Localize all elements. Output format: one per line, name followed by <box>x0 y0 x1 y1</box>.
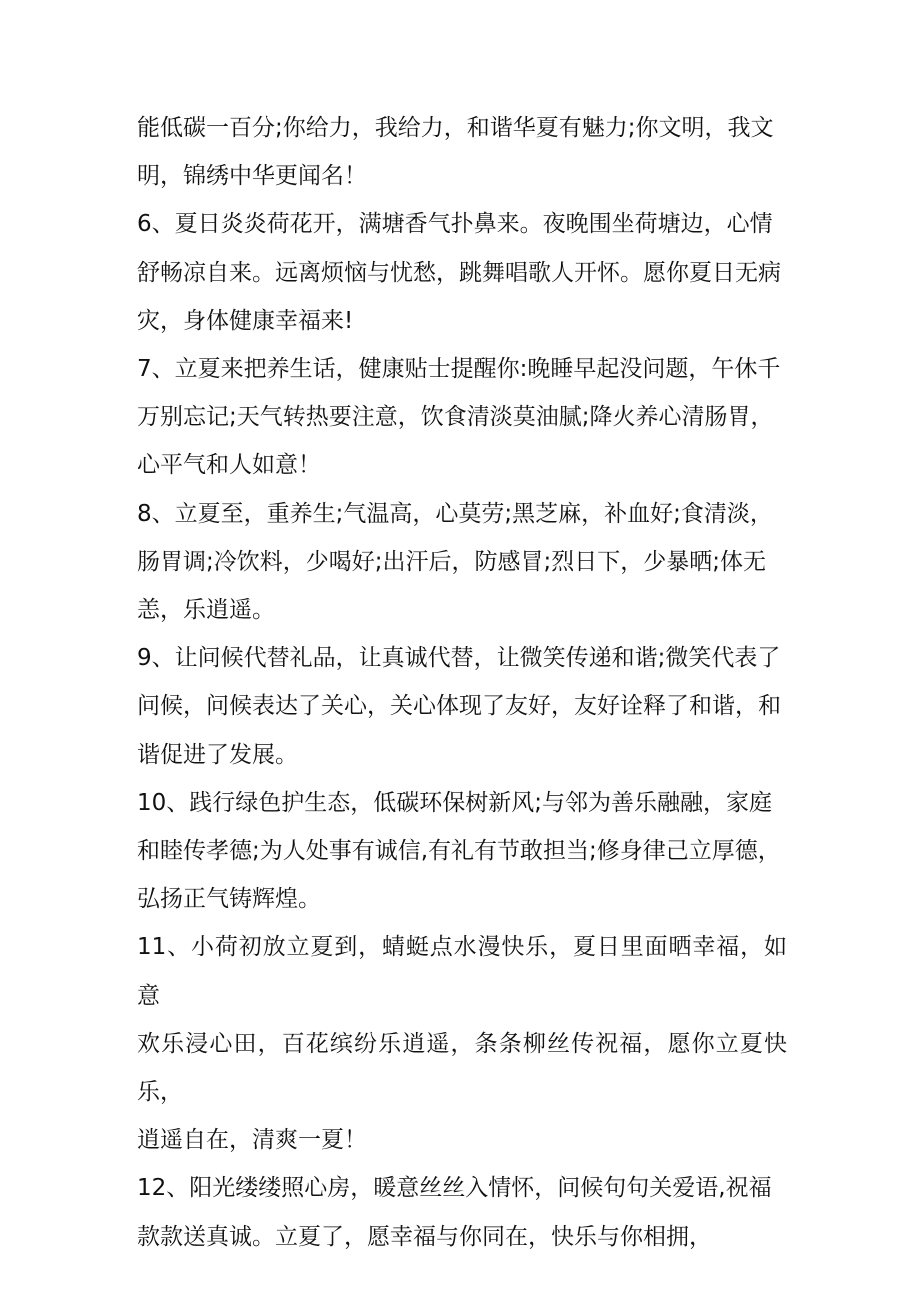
document-body <box>137 104 787 1261</box>
paragraph-item-12: 12、阳光缕缕照心房，暖意丝丝入情怀，问候句句关爱语,祝福 款款送真诚。立夏了，愿幸福与你同在，快乐与你相拥， <box>137 1175 772 1250</box>
paragraph-item-11: 11、小荷初放立夏到，蜻蜓点水漫快乐，夏日里面晒幸福，如意 欢乐浸心田，百花缤纷乐逍遥，条条柳丝传祝福，愿你立夏快乐， 逍遥自在，清爽一夏！ <box>137 934 787 1154</box>
paragraph-item-10: 10、践行绿色护生态，低碳环保树新风;与邻为善乐融融，家庭 和睦传孝德;为人处事有诚信,有礼有节敢担当;修身律己立厚德， 弘扬正气铸辉煌。 <box>137 789 781 913</box>
paragraph-item-6: 6、夏日炎炎荷花开，满塘香气扑鼻来。夜晚围坐荷塘边，心情 舒畅凉自来。远离烦恼与忧愁，跳舞唱歌人开怀。愿你夏日无病 灾，身体健康幸福来! <box>137 211 781 334</box>
paragraph-continuation: 能低碳一百分;你给力，我给力，和谐华夏有魅力;你文明，我文 明，锦绣中华更闻名！ <box>137 115 774 190</box>
paragraph-item-7: 7、立夏来把养生话，健康贴士提醒你:晚睡早起没问题，午休千 万别忘记;天气转热要注意，饮食清淡莫油腻;降火养心清肠胃， 心平气和人如意！ <box>137 356 781 479</box>
paragraph-item-9: 9、让问候代替礼品，让真诚代替，让微笑传递和谐;微笑代表了 问候，问候表达了关心，关心体现了友好，友好诠释了和谐，和 谐促进了发展。 <box>137 645 781 768</box>
paragraph-item-8: 8、立夏至，重养生;气温高，心莫劳;黑芝麻，补血好;食清淡， 肠胃调;冷饮料，少喝好;出汗后，防感冒;烈日下，少暴晒;体无 恙，乐逍遥。 <box>137 500 773 624</box>
